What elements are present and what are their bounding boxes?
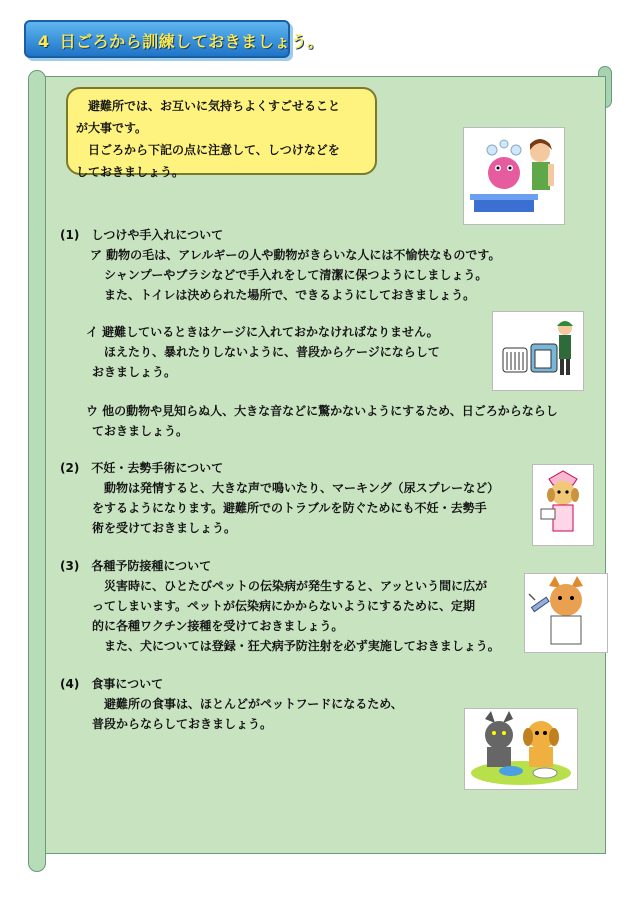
section-4-line: 普段からならしておきましょう。 [92, 717, 273, 731]
shampoo-dog-illustration [463, 127, 565, 225]
section-1i-line: イ 避難しているときはケージに入れておかなければなりません。 [86, 325, 439, 339]
section-1u-line: ておきましょう。 [92, 424, 189, 438]
intro-line: しておきましょう。 [76, 165, 185, 179]
section-3-line: ってしまいます。ペットが伝染病にかからないようにするために、定期 [92, 599, 476, 613]
banner-title-text: 日ごろから訓練しておきましょう。 [59, 32, 324, 51]
intro-line: が大事です。 [76, 121, 148, 135]
section-3-heading: (3) 各種予防接種について [60, 559, 212, 573]
section-3-line: 災害時に、ひとたびペットの伝染病が発生すると、アッという間に広が [104, 579, 488, 593]
banner-title [38, 29, 324, 52]
scroll-roll-left [28, 70, 46, 872]
section-4-heading: (4) 食事について [60, 677, 164, 691]
section-1i-line: おきましょう。 [92, 365, 177, 379]
section-2-line: をするようになります。避難所でのトラブルを防ぐためにも不妊・去勢手 [92, 501, 487, 515]
section-1a-line: シャンプーやブラシなどで手入れをして清潔に保つようにしましょう。 [104, 268, 488, 282]
intro-line: 日ごろから下記の点に注意して、しつけなどを [88, 143, 340, 157]
intro-box [66, 87, 377, 179]
section-1-heading: (1) しつけや手入れについて [60, 228, 224, 242]
section-banner [24, 20, 324, 58]
section-1a-line: また、トイレは決められた場所で、できるようにしておきましょう。 [104, 288, 476, 302]
nurse-dog-illustration [532, 464, 594, 546]
pet-cage-illustration [492, 311, 584, 391]
section-3-line: 的に各種ワクチン接種を受けておきましょう。 [92, 619, 344, 633]
banner-number: 4 [38, 32, 50, 51]
pets-eating-illustration [464, 708, 578, 790]
section-4-line: 避難所の食事は、ほとんどがペットフードになるため、 [104, 697, 403, 711]
intro-line: 避難所では、お互いに気持ちよくすごせること [88, 99, 341, 113]
section-2-line: 術を受けておきましょう。 [92, 521, 237, 535]
vet-cat-illustration [524, 573, 608, 653]
section-1u-line: ウ 他の動物や見知らぬ人、大きな音などに驚かないようにするため、日ごろからならし [86, 404, 558, 418]
section-2-heading: (2) 不妊・去勢手術について [60, 461, 224, 475]
section-1a-line: ア 動物の毛は、アレルギーの人や動物がきらいな人には不愉快なものです。 [90, 248, 501, 262]
section-3-line: また、犬については登録・狂犬病予防注射を必ず実施しておきましょう。 [104, 639, 500, 653]
section-1i-line: ほえたり、暴れたりしないように、普段からケージにならして [104, 345, 440, 359]
section-2-line: 動物は発情すると、大きな声で鳴いたり、マーキング（尿スプレーなど） [104, 481, 500, 495]
